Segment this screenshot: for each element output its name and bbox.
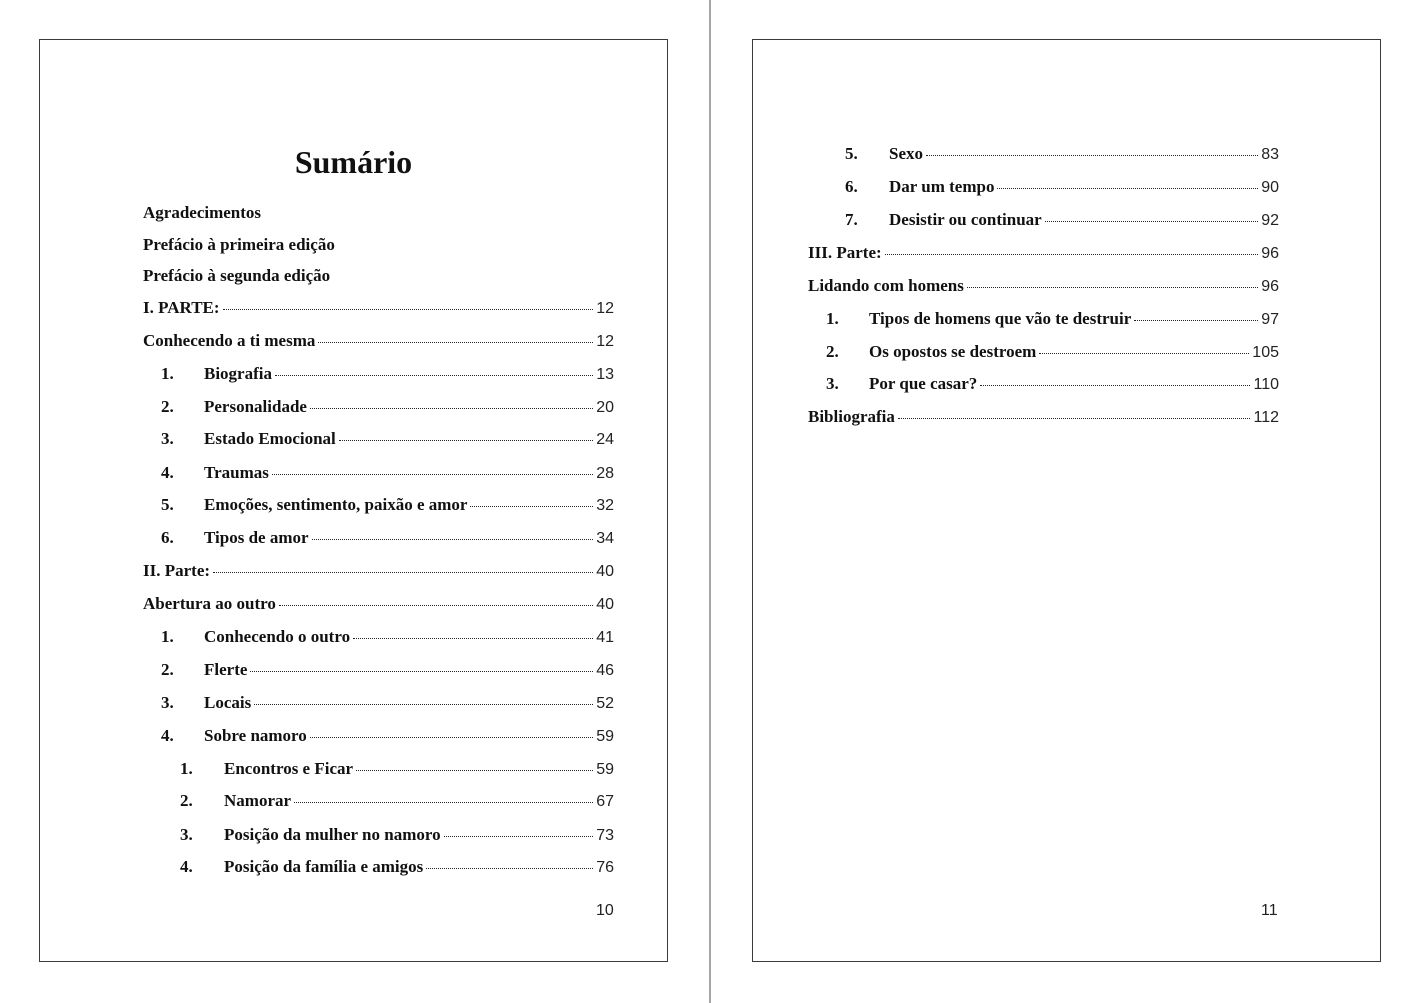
toc-entry-number: 1.: [180, 759, 193, 778]
toc-entry-title: Locais: [204, 693, 252, 712]
dot-leader: [339, 440, 593, 441]
dot-leader: [356, 770, 593, 771]
document-page-right: [752, 39, 1381, 962]
toc-entry-title: II. Parte:: [143, 561, 211, 580]
toc-entry-title: Os opostos se destroem: [869, 342, 1037, 361]
dot-leader: [318, 342, 593, 343]
toc-entry: [180, 758, 614, 780]
toc-entry: [161, 527, 614, 549]
toc-entry: [161, 396, 614, 418]
toc-entry: [161, 692, 614, 714]
page-number: 10: [596, 902, 614, 919]
toc-entry-title: Traumas: [204, 463, 269, 482]
toc-entry-title: Encontros e Ficar: [224, 759, 354, 778]
toc-entry-page: 46: [596, 662, 614, 679]
dot-leader: [898, 418, 1251, 419]
toc-entry: [845, 209, 1279, 231]
toc-entry-page: 97: [1261, 311, 1279, 328]
toc-entry: [161, 462, 614, 484]
dot-leader: [1134, 320, 1258, 321]
toc-entry-title: Conhecendo o outro: [204, 627, 351, 646]
toc-entry: [143, 234, 335, 256]
toc-entry-number: 3.: [161, 429, 174, 448]
toc-heading: Sumário: [294, 144, 413, 180]
toc-entry-title: Abertura ao outro: [143, 594, 276, 613]
toc-entry-number: 2.: [161, 397, 174, 416]
toc-entry-number: 1.: [826, 309, 839, 328]
dot-leader: [1045, 221, 1259, 222]
toc-entry-page: 24: [596, 431, 614, 448]
toc-entry-number: 3.: [180, 825, 193, 844]
toc-entry-number: 1.: [161, 364, 174, 383]
toc-entry-title: Conhecendo a ti mesma: [143, 331, 316, 350]
toc-entry-title: Emoções, sentimento, paixão e amor: [204, 495, 468, 514]
toc-entry-title: I. PARTE:: [143, 298, 220, 317]
toc-entry-title: Desistir ou continuar: [889, 210, 1042, 229]
toc-entry-number: 3.: [826, 374, 839, 393]
toc-entry-title: Namorar: [224, 791, 292, 810]
toc-entry-number: 1.: [161, 627, 174, 646]
toc-entry-page: 110: [1253, 376, 1279, 393]
toc-entry-title: Bibliografia: [808, 407, 895, 426]
toc-entry: [143, 330, 614, 352]
toc-entry-page: 76: [596, 859, 614, 876]
toc-entry: [161, 626, 614, 648]
toc-entry-number: 3.: [161, 693, 174, 712]
toc-entry-title: Personalidade: [204, 397, 307, 416]
toc-entry-page: 41: [596, 629, 614, 646]
dot-leader: [470, 506, 593, 507]
dot-leader: [312, 539, 594, 540]
toc-entry: [180, 856, 614, 878]
toc-entry-title: Sexo: [889, 144, 923, 163]
toc-entry: [826, 341, 1279, 363]
toc-entry-title: Flerte: [204, 660, 248, 679]
toc-entry: [845, 143, 1279, 165]
toc-entry-page: 67: [596, 793, 614, 810]
toc-entry: [826, 373, 1279, 395]
toc-entry-number: 5.: [845, 144, 858, 163]
dot-leader: [250, 671, 593, 672]
toc-entry-page: 13: [596, 366, 614, 383]
dot-leader: [294, 802, 593, 803]
document-page-left: [39, 39, 668, 962]
toc-entry: [143, 202, 261, 224]
toc-entry-title: Lidando com homens: [808, 276, 964, 295]
toc-entry-page: 83: [1261, 146, 1279, 163]
dot-leader: [223, 309, 594, 310]
dot-leader: [310, 737, 593, 738]
dot-leader: [926, 155, 1258, 156]
toc-entry: [808, 242, 1279, 264]
toc-entry-title: Tipos de amor: [204, 528, 309, 547]
dot-leader: [997, 188, 1258, 189]
toc-entry-page: 34: [596, 530, 614, 547]
toc-entry-page: 105: [1252, 344, 1279, 361]
dot-leader: [885, 254, 1259, 255]
toc-entry-page: 59: [596, 761, 614, 778]
dot-leader: [980, 385, 1250, 386]
toc-entry-title: Prefácio à primeira edição: [143, 235, 335, 254]
toc-entry-number: 6.: [845, 177, 858, 196]
toc-entry-number: 2.: [180, 791, 193, 810]
toc-entry: [826, 308, 1279, 330]
toc-entry-title: Dar um tempo: [889, 177, 995, 196]
dot-leader: [213, 572, 593, 573]
toc-entry-number: 7.: [845, 210, 858, 229]
toc-entry-page: 20: [596, 399, 614, 416]
toc-entry: [845, 176, 1279, 198]
toc-entry-page: 32: [596, 497, 614, 514]
toc-entry-page: 92: [1261, 212, 1279, 229]
toc-entry-number: 5.: [161, 495, 174, 514]
toc-entry-page: 40: [596, 596, 614, 613]
dot-leader: [279, 605, 593, 606]
toc-entry: [143, 265, 330, 287]
toc-entry-number: 2.: [161, 660, 174, 679]
toc-entry: [143, 593, 614, 615]
toc-entry-title: Biografia: [204, 364, 272, 383]
toc-entry-page: 59: [596, 728, 614, 745]
toc-entry-page: 96: [1261, 278, 1279, 295]
toc-entry: [143, 560, 614, 582]
toc-entry-number: 6.: [161, 528, 174, 547]
toc-entry: [143, 297, 614, 319]
toc-entry-title: Por que casar?: [869, 374, 978, 393]
toc-entry: [180, 790, 614, 812]
dot-leader: [254, 704, 593, 705]
toc-entry-number: 4.: [180, 857, 193, 876]
toc-entry: [808, 275, 1279, 297]
toc-entry: [161, 494, 614, 516]
toc-entry-page: 96: [1261, 245, 1279, 262]
dot-leader: [275, 375, 593, 376]
dot-leader: [272, 474, 593, 475]
toc-entry-title: Agradecimentos: [143, 203, 262, 222]
toc-entry: [161, 725, 614, 747]
toc-entry-page: 112: [1253, 409, 1279, 426]
toc-entry-page: 12: [596, 333, 614, 350]
dot-leader: [310, 408, 593, 409]
toc-entry-title: Estado Emocional: [204, 429, 336, 448]
toc-entry-page: 52: [596, 695, 614, 712]
toc-entry-page: 28: [596, 465, 614, 482]
dot-leader: [967, 287, 1258, 288]
toc-entry: [808, 406, 1279, 428]
dot-leader: [444, 836, 594, 837]
toc-entry-title: Sobre namoro: [204, 726, 307, 745]
toc-entry-number: 4.: [161, 463, 174, 482]
toc-entry: [161, 428, 614, 450]
toc-entry-number: 2.: [826, 342, 839, 361]
toc-entry-title: Tipos de homens que vão te destruir: [869, 309, 1132, 328]
toc-entry-title: Prefácio à segunda edição: [143, 266, 331, 285]
toc-entry-page: 73: [596, 827, 614, 844]
toc-entry-page: 40: [596, 563, 614, 580]
toc-entry: [161, 363, 614, 385]
toc-entry: [180, 824, 614, 846]
toc-entry-page: 12: [596, 300, 614, 317]
toc-entry-title: III. Parte:: [808, 243, 882, 262]
dot-leader: [1039, 353, 1249, 354]
toc-entry-page: 90: [1261, 179, 1279, 196]
dot-leader: [426, 868, 593, 869]
toc-entry-number: 4.: [161, 726, 174, 745]
dot-leader: [353, 638, 593, 639]
page-number: 11: [1261, 902, 1278, 919]
toc-entry-title: Posição da mulher no namoro: [224, 825, 441, 844]
toc-entry-title: Posição da família e amigos: [224, 857, 424, 876]
page-spread-divider: [709, 0, 711, 1003]
toc-entry: [161, 659, 614, 681]
